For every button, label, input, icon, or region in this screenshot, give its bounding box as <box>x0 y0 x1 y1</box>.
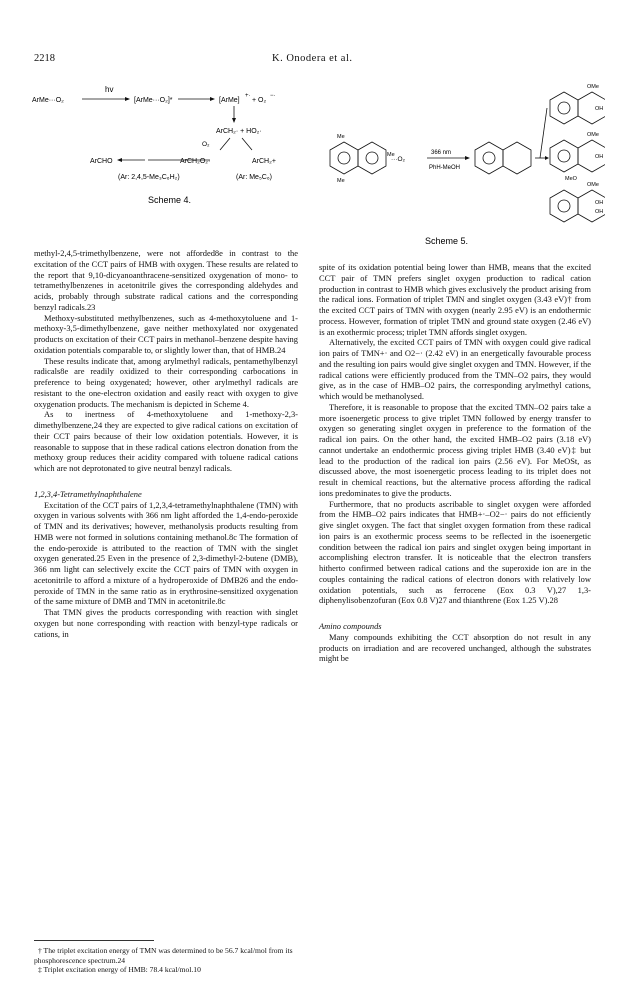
left-column <box>34 248 298 639</box>
hv-label: hv <box>105 85 114 94</box>
scheme5-sub-9: OH <box>595 200 604 206</box>
scheme4-row2: ArCH₂· + HO₂· <box>216 128 262 135</box>
right-paragraph: Alternatively, the excited CCT pairs of TMN with oxygen could give radical ion pairs of TMN+· and O2−· (2.42 eV) in an energetically favourable process and the resulting ion pairs would give singlet oxygen and TMN. However, if the radical cations were efficiently produced from the TMN–O2 pairs, they would give, as in the case of HMB–O2 pairs, the corresponding arylmethyl cations, which would be methanolysed. <box>319 337 591 401</box>
right-paragraph: spite of its oxidation potential being lower than HMB, means that the excited CCT pair of TMN prefers singlet oxygen production to radical cation production in contrast to HMB which gives exclusively the product arising from the radical ions. Formation of triplet TMN and singlet oxygen (3.43 eV)† from the excited CCT pairs of TMN with oxygen (nearly 2.95 eV) is an endothermic process. However, formation of triplet TMN and ground state oxygen (2.46 eV) is an exothermic process; triplet TMN affords singlet oxygen. <box>319 262 591 337</box>
scheme4-peroxy: ArCH₂O₂· <box>180 158 211 165</box>
scheme-5 <box>325 78 605 258</box>
scheme4-ion-charge: +· <box>245 93 251 99</box>
scheme4-caption: Scheme 4. <box>148 195 192 205</box>
scheme-4 <box>30 78 310 228</box>
scheme5-sub-7: MeO <box>565 176 577 182</box>
scheme5-o2: ···O₂ <box>391 156 406 163</box>
scheme4-o2: O₂ <box>202 141 210 148</box>
scheme4-ar1: (Ar: 2,4,5-Me₃C₆H₂) <box>118 174 180 181</box>
left-paragraph: methyl-2,4,5-trimethylbenzene, were not afforded8e in contrast to the excitation of the CCT pairs of HMB with oxygen. These results are related to the report that 9,10-dicyanoanthracene-sensitized oxygenation of mono- to tetramethylbenzenes in acetonitrile gives the corresponding aldehydes and acids, probably through substrate radical cations and the corresponding benzyl radicals.23 <box>34 248 298 312</box>
scheme4-ar2: (Ar: Me₅C₆) <box>236 174 272 181</box>
right-column <box>319 262 591 664</box>
scheme5-sub-6: OH <box>595 154 604 160</box>
footnote-rule <box>34 940 154 941</box>
left-paragraph: Excitation of the CCT pairs of 1,2,3,4-tetramethylnaphthalene (TMN) with oxygen in various solvents with 366 nm light afforded the 1,4-endo-peroxide of TMN and its derivatives; however, methanolysis products resulting from HMB were not formed in solutions containing methanol.8c The formation of the endo-peroxide is attributed to the reaction of TMN with the singlet oxygen generated.25 Even in the presence of 2,3-dimethyl-2-butene (DMB), 366 nm light can selectively excite the CCT pairs of TMN with oxygen in acetonitrile to afford a mixture of a hydroperoxide of DMB26 and the endo-peroxide of TMN in the same ratio as in erythrosine-sensitized oxygenation of the same mixture of DMB and TMN in acetonitrile.8c <box>34 499 298 607</box>
scheme5-sub-4: OH <box>595 106 604 112</box>
scheme5-caption: Scheme 5. <box>425 236 469 246</box>
scheme5-sub-0: Me <box>337 134 345 140</box>
left-paragraph: These results indicate that, among arylmethyl radicals, pentamethylbenzyl radicals8e are readily oxidized to their corresponding carbocations in preference to being oxygenated; however, other arylmethyl radicals are resistant to the one-electron oxidation and easily react with oxygen to give oxygenation products. The mechanism is depicted in Scheme 4. <box>34 355 298 409</box>
scheme4-superoxide: + O₂ <box>252 97 267 104</box>
scheme5-sub-1: Me <box>387 152 395 158</box>
scheme5-sub-3: OMe <box>587 84 599 90</box>
running-head: K. Onodera et al. <box>272 53 353 64</box>
scheme5-sub-5: OMe <box>587 132 599 138</box>
footnotes <box>34 946 298 975</box>
footnote: † The triplet excitation energy of TMN was determined to be 56.7 kcal/mol from its phosphorescence spectrum.24 <box>34 946 293 965</box>
section-heading-tmn: 1,2,3,4-Tetramethylnaphthalene <box>34 488 142 499</box>
scheme5-sub-10: OH <box>595 209 604 215</box>
scheme4-excited: [ArMe···O₂]* <box>134 97 173 104</box>
left-paragraph: That TMN gives the products corresponding with reaction with singlet oxygen but none corresponding with reaction with benzyl-type radicals or cations, in <box>34 607 298 639</box>
left-paragraph: Methoxy-substituted methylbenzenes, such as 4-methoxytoluene and 1-methoxy-3,5-dimethylbenzene, gave neither methoxylated nor oxygenated products on excitation of their CCT pairs in methanol–benzene despite having oxidation potentials comparable to, or slightly lower than, that of HMB.24 <box>34 312 298 355</box>
footnote: ‡ Triplet excitation energy of HMB: 78.4 kcal/mol.10 <box>38 965 201 975</box>
scheme5-arrow-bottom: PhH-MeOH <box>429 165 461 171</box>
right-paragraph: Many compounds exhibiting the CCT absorption do not result in any products on irradiation and are recovered unchanged, although the substrates might be <box>319 631 591 664</box>
right-paragraph: Furthermore, that no products ascribable to singlet oxygen were afforded from the HMB–O2 pairs indicates that HMB+·–O2−· pairs do not efficiently give singlet oxygen. The fact that singlet oxygen formation from these radical ion pairs is an exothermic process seems to be reflected in the isoenergetic condition between the radical ion pairs and singlet oxygen being important in accomplishing electron transfer. It is noticeable that the electron transfers hitherto confirmed between radical cations and the superoxide ion are in the couples containing the radical cations of electron donors with relatively low oxidation potentials, such as ferrocene (Eox 0.3 V),27 1,3-diphenylisobenzofuran (Eox 0.8 V)27 and thianthrene (Eox 1.25 V).28 <box>319 498 591 606</box>
scheme4-superoxide-charge: −· <box>270 93 276 99</box>
left-paragraph: As to inertness of 4-methoxytoluene and 1-methoxy-2,3-dimethylbenzene,24 they are expected to give radical cations on excitation of their CCT pairs because of their low oxidation potentials. However, it is reasonable to suppose that in these radical cations electron donation from the methoxy group reduces their acidity compared with toluene radical cations which are not deprotonated to give neutral benzyl radicals. <box>34 409 298 473</box>
scheme4-reactant: ArMe···O₂ <box>32 97 64 104</box>
page-number: 2218 <box>34 53 55 64</box>
scheme4-cation: ArCH₂+ <box>252 158 276 165</box>
scheme5-arrow-top: 366 nm <box>431 150 452 156</box>
right-paragraph: Therefore, it is reasonable to propose that the excited TMN–O2 pairs take a more isoenergetic process to give triplet TMN followed by energy transfer to oxygen so generating singlet oxygen in preference to the formation of the radical ion pairs. On the other hand, the excited HMB–O2 pairs (3.18 eV) cannot undertake an endothermic process giving triplet HMB (3.40 eV)‡ but lead to the production of the radical ion pairs (2.56 eV). For MeOSt, as discussed above, the most isoenergetic process leading to its triplet does not result in chemical reactions, but the alternative process affording the radical ions predominates to give the products. <box>319 401 591 498</box>
scheme5-sub-8: OMe <box>587 182 599 188</box>
section-heading-amino: Amino compounds <box>319 621 382 631</box>
scheme4-aldehyde: ArCHO <box>90 158 113 165</box>
scheme4-ion-pair: [ArMe] <box>219 97 240 104</box>
scheme5-sub-2: Me <box>337 178 345 184</box>
